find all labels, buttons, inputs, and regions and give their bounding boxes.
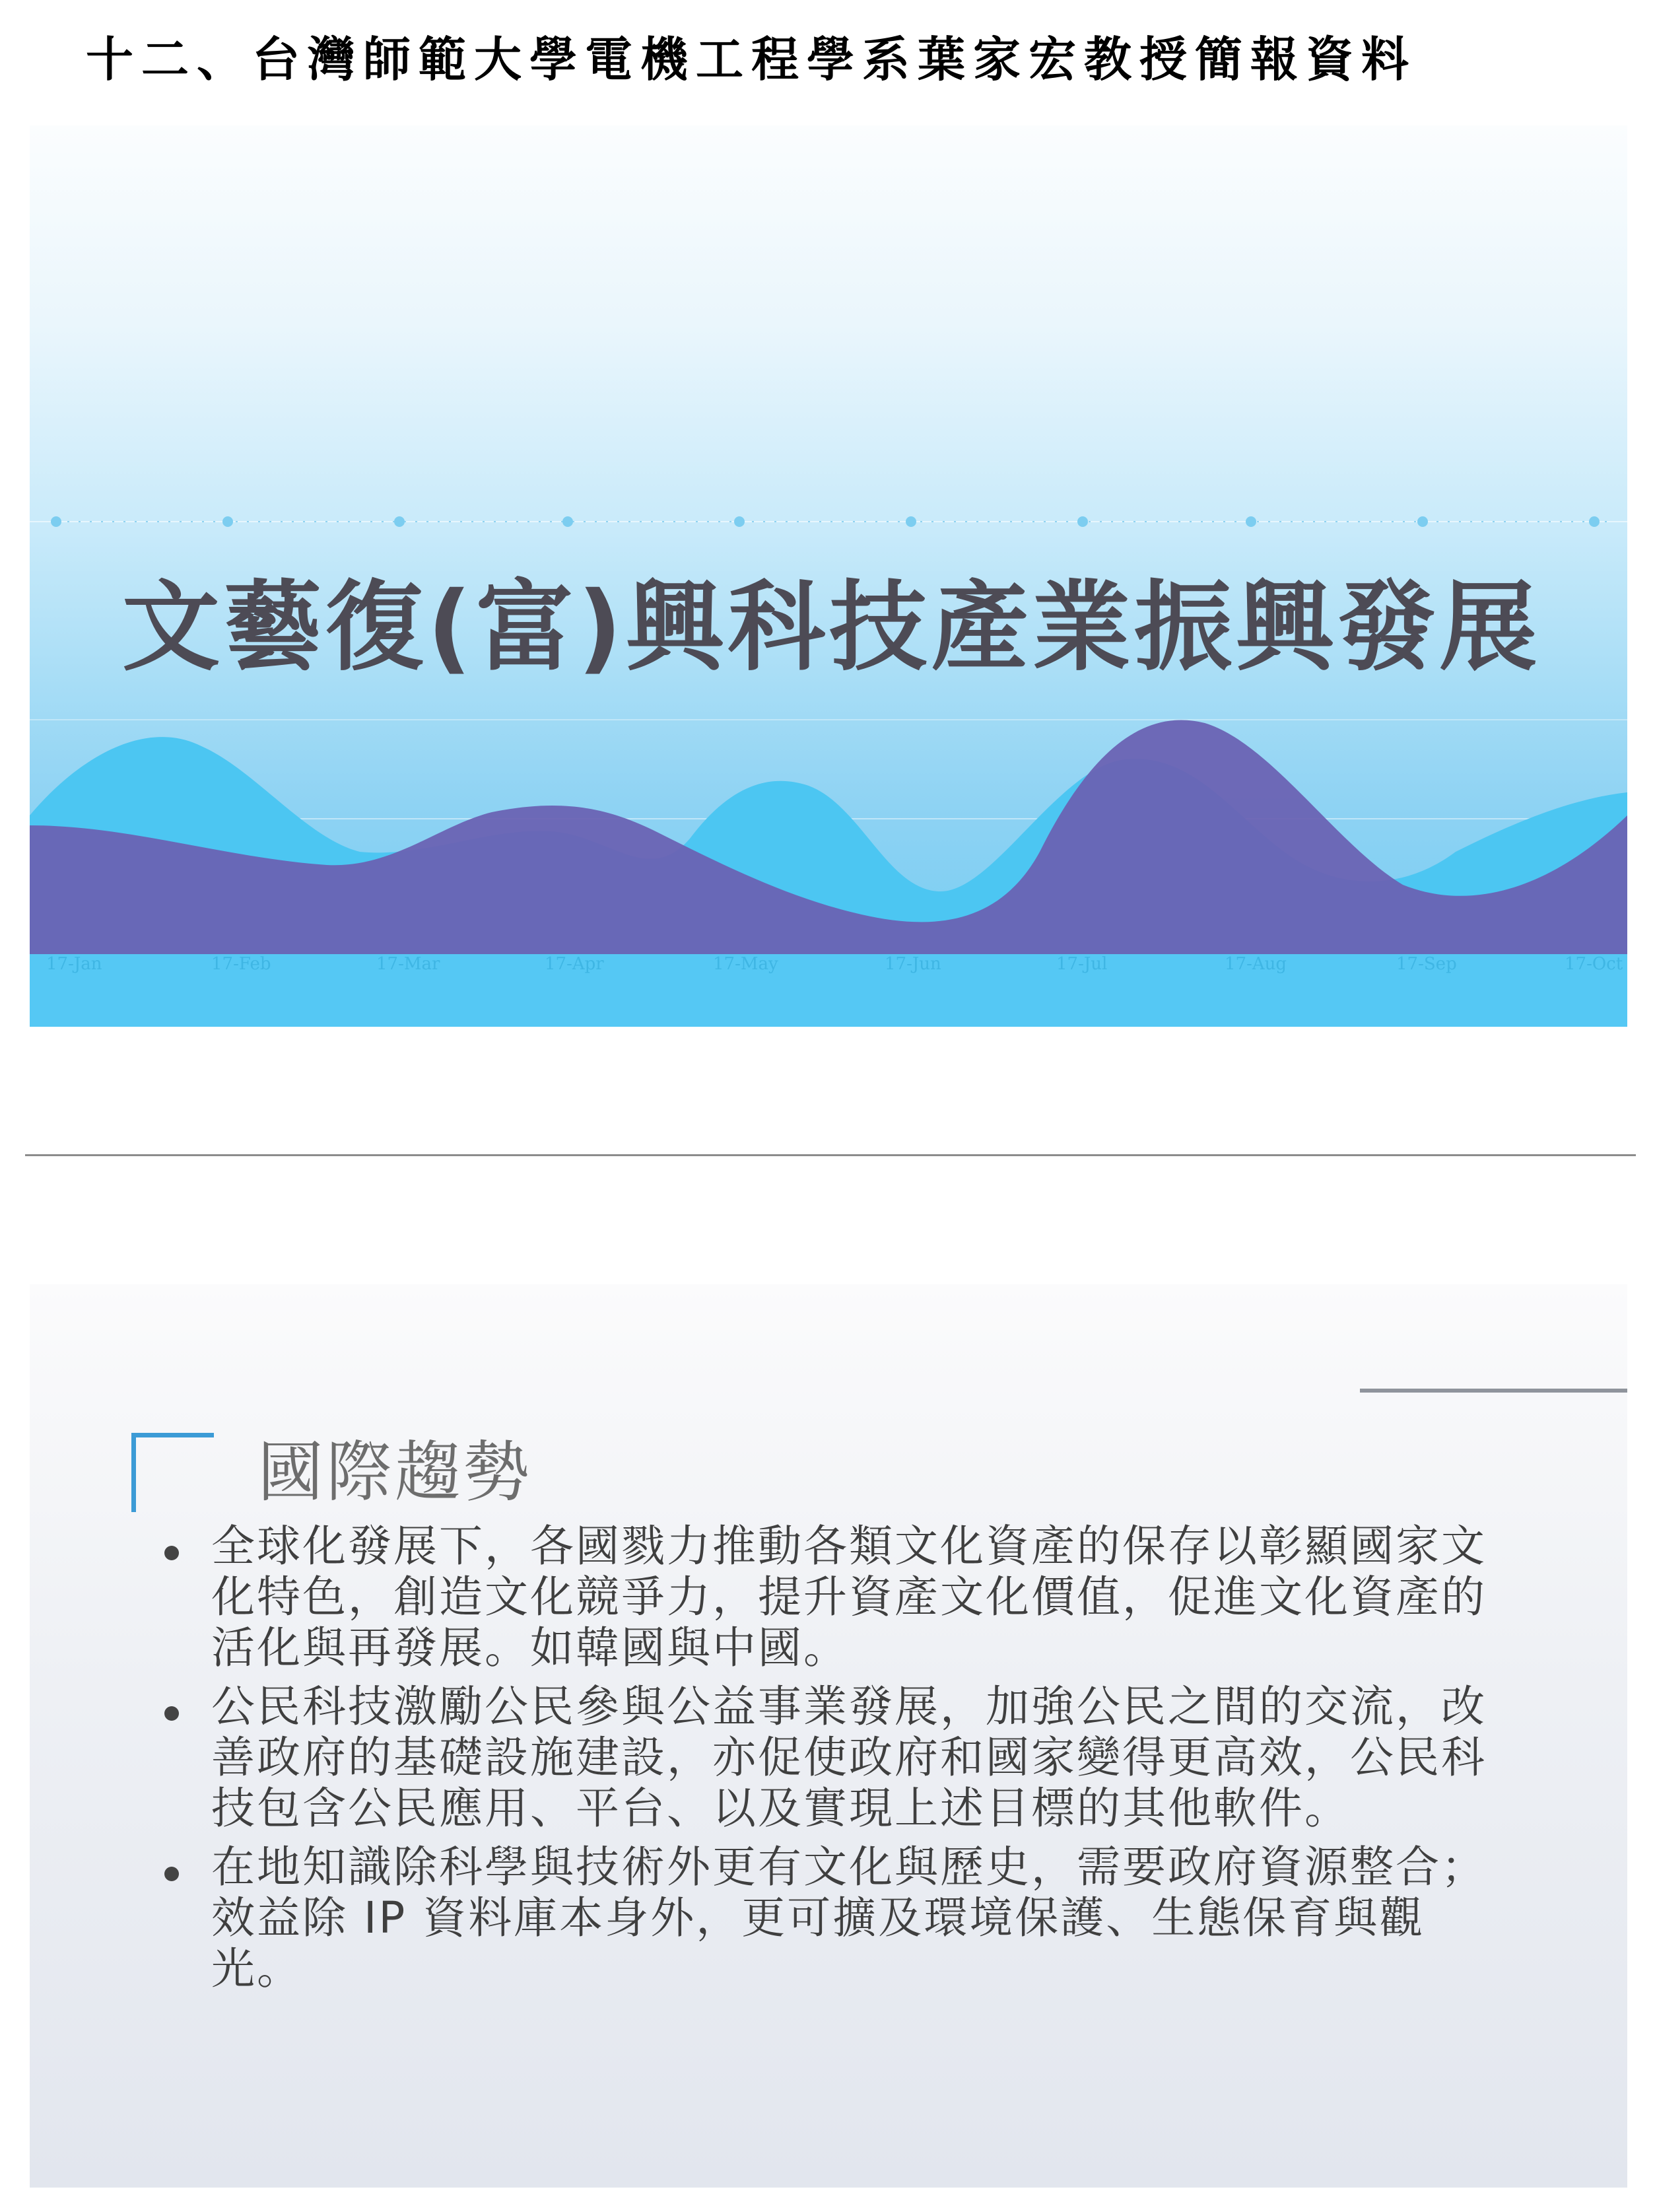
bullet-text: 在地知識除科學與技術外更有文化與歷史，需要政府資源整合；效益除 IP 資料庫本身外，更可擴及環境保護、生態保育與觀光。 xyxy=(211,1842,1487,1994)
list-item xyxy=(155,1681,1508,1834)
marker-dot xyxy=(222,516,233,527)
axis-label: 17-Sep xyxy=(1396,954,1457,974)
axis-label: 17-Aug xyxy=(1225,954,1287,974)
bullet-icon xyxy=(164,1867,179,1881)
page-divider xyxy=(25,1154,1636,1156)
axis-label: 17-Apr xyxy=(545,954,604,974)
axis-label: 17-Jan xyxy=(46,954,102,974)
list-item xyxy=(155,1842,1508,1994)
bullet-text: 全球化發展下，各國戮力推動各類文化資產的保存以彰顯國家文化特色，創造文化競爭力，提升資產文化價值，促進文化資產的活化與再發展。如韓國與中國。 xyxy=(211,1521,1487,1673)
bullet-icon xyxy=(164,1706,179,1721)
marker-dot xyxy=(394,516,405,527)
page-heading: 十二、台灣師範大學電機工程學系葉家宏教授簡報資料 xyxy=(86,31,1417,87)
title-bracket xyxy=(131,1433,214,1437)
axis-label: 17-May xyxy=(713,954,778,974)
bullet-text: 公民科技激勵公民參與公益事業發展，加強公民之間的交流，改善政府的基礎設施建設，亦促使政府和國家變得更高效，公民科技包含公民應用、平台、以及實現上述目標的其他軟件。 xyxy=(211,1681,1487,1834)
marker-dot xyxy=(906,516,916,527)
marker-dot xyxy=(1417,516,1428,527)
content-slide xyxy=(30,1284,1627,2188)
axis-label: 17-Feb xyxy=(211,954,271,974)
slide-title: 文藝復(富)興科技產業振興發展 xyxy=(122,570,1541,684)
marker-dot xyxy=(1077,516,1088,527)
section-title: 國際趨勢 xyxy=(257,1434,532,1511)
marker-dot xyxy=(51,516,61,527)
axis-label: 17-Mar xyxy=(376,954,440,974)
list-item xyxy=(155,1521,1508,1673)
bullet-list xyxy=(155,1521,1508,2002)
slide-top-rule xyxy=(1360,1389,1627,1393)
marker-dot xyxy=(1246,516,1256,527)
title-bracket xyxy=(131,1433,136,1512)
marker-dot xyxy=(1589,516,1600,527)
axis-labels xyxy=(30,954,1627,987)
marker-dot xyxy=(562,516,573,527)
title-slide xyxy=(30,125,1627,1027)
axis-label: 17-Jun xyxy=(885,954,941,974)
marker-dot xyxy=(734,516,745,527)
bullet-icon xyxy=(164,1546,179,1560)
axis-label: 17-Oct xyxy=(1565,954,1623,974)
axis-label: 17-Jul xyxy=(1056,954,1108,974)
